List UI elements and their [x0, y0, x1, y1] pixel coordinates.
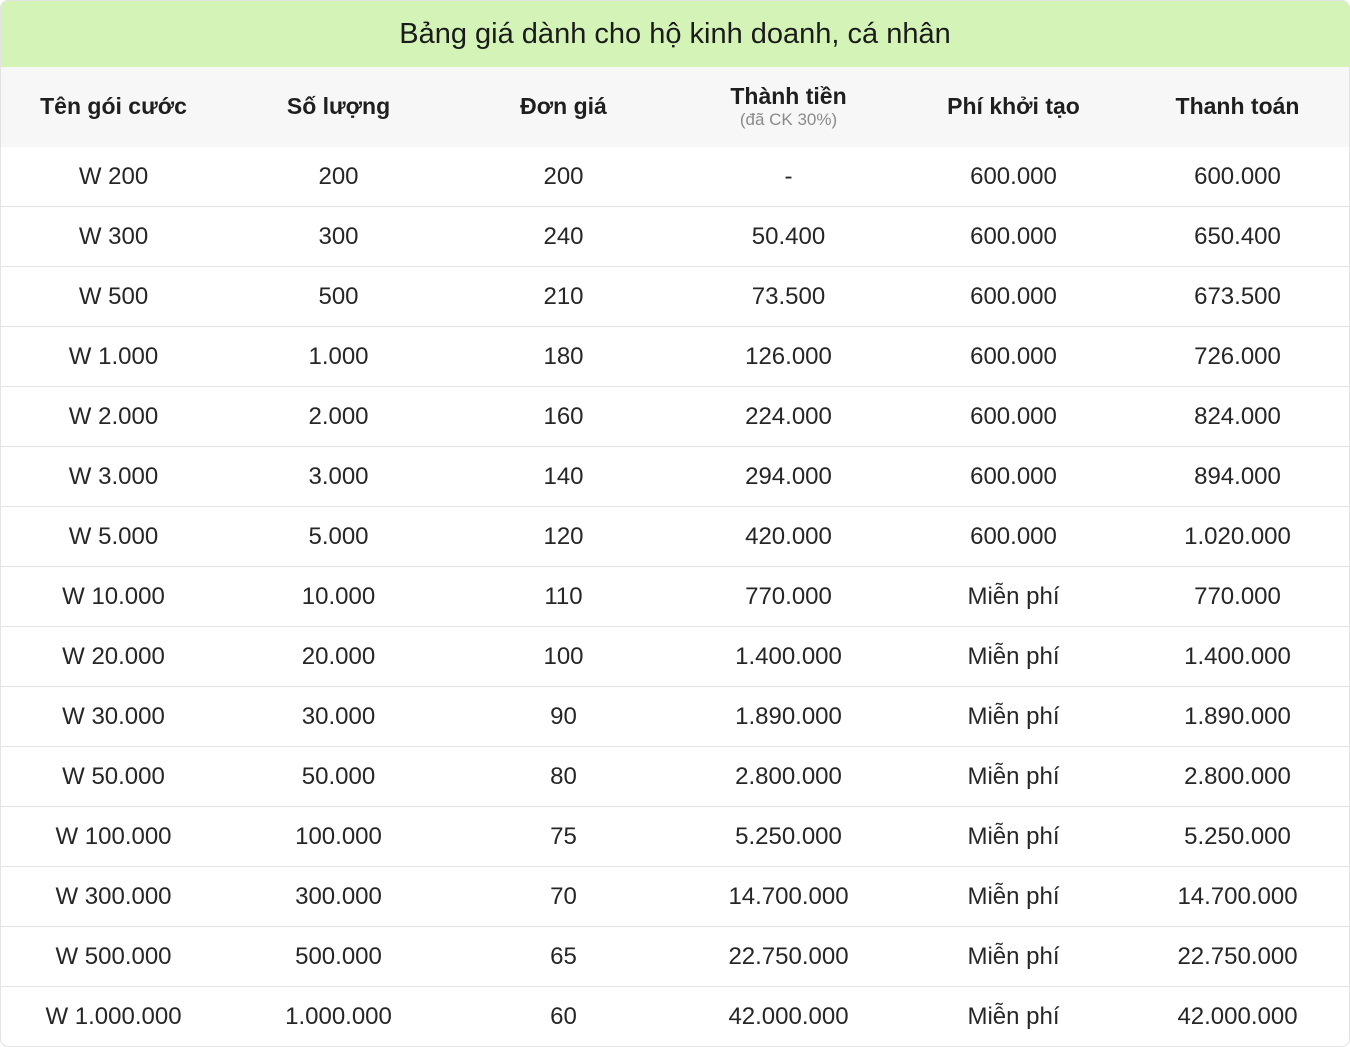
cell-setup-fee: 600.000	[970, 402, 1057, 430]
table-row	[1, 207, 1349, 267]
cell-quantity: 3.000	[308, 462, 369, 490]
cell-unit-price: 240	[543, 222, 584, 250]
table-row	[1, 147, 1349, 207]
cell-payment: 824.000	[1194, 402, 1281, 430]
cell-quantity: 500.000	[295, 942, 382, 970]
header-amount	[676, 84, 901, 130]
cell-amount: 1.890.000	[735, 702, 842, 730]
cell-setup-fee: Miễn phí	[967, 582, 1060, 610]
cell-quantity: 50.000	[301, 762, 376, 790]
cell-unit-price: 80	[550, 762, 577, 790]
header-amount-label: Thành tiền	[730, 83, 847, 109]
cell-setup-fee: 600.000	[970, 222, 1057, 250]
cell-setup-fee: 600.000	[970, 522, 1057, 550]
cell-payment: 894.000	[1194, 462, 1281, 490]
cell-payment: 1.400.000	[1184, 642, 1291, 670]
cell-unit-price: 75	[550, 822, 577, 850]
cell-unit-price: 90	[550, 702, 577, 730]
cell-quantity: 200	[318, 162, 359, 190]
cell-amount: 224.000	[745, 402, 832, 430]
cell-setup-fee: 600.000	[970, 282, 1057, 310]
cell-package-name: W 500.000	[55, 942, 172, 970]
cell-payment: 22.750.000	[1177, 942, 1298, 970]
cell-package-name: W 300	[78, 222, 149, 250]
header-payment	[1126, 94, 1349, 119]
cell-unit-price: 200	[543, 162, 584, 190]
cell-amount: 14.700.000	[728, 882, 849, 910]
cell-quantity: 1.000	[308, 342, 369, 370]
cell-amount: 73.500	[751, 282, 826, 310]
cell-package-name: W 300.000	[55, 882, 172, 910]
cell-package-name: W 200	[78, 162, 149, 190]
table-row	[1, 807, 1349, 867]
cell-setup-fee: 600.000	[970, 162, 1057, 190]
header-quantity-label: Số lượng	[286, 93, 391, 120]
cell-quantity: 10.000	[301, 582, 376, 610]
table-row	[1, 867, 1349, 927]
cell-amount: 22.750.000	[728, 942, 849, 970]
cell-unit-price: 60	[550, 1002, 577, 1030]
header-quantity	[226, 94, 451, 119]
cell-unit-price: 65	[550, 942, 577, 970]
cell-setup-fee: Miễn phí	[967, 702, 1060, 730]
cell-payment: 42.000.000	[1177, 1002, 1298, 1030]
cell-setup-fee: Miễn phí	[967, 762, 1060, 790]
cell-unit-price: 70	[550, 882, 577, 910]
cell-quantity: 20.000	[301, 642, 376, 670]
cell-quantity: 100.000	[295, 822, 382, 850]
cell-amount: 420.000	[745, 522, 832, 550]
header-setup-fee	[901, 94, 1126, 119]
table-row	[1, 387, 1349, 447]
header-payment-label: Thanh toán	[1175, 93, 1300, 120]
header-amount-note: (đã CK 30%)	[739, 110, 838, 130]
cell-package-name: W 50.000	[62, 762, 165, 790]
cell-amount: -	[784, 162, 793, 190]
table-row	[1, 507, 1349, 567]
cell-unit-price: 210	[543, 282, 584, 310]
cell-amount: 2.800.000	[735, 762, 842, 790]
cell-quantity: 30.000	[301, 702, 376, 730]
cell-setup-fee: Miễn phí	[967, 1002, 1060, 1030]
cell-setup-fee: Miễn phí	[967, 882, 1060, 910]
cell-setup-fee: Miễn phí	[967, 642, 1060, 670]
cell-unit-price: 140	[543, 462, 584, 490]
table-row	[1, 627, 1349, 687]
cell-unit-price: 180	[543, 342, 584, 370]
cell-quantity: 500	[318, 282, 359, 310]
cell-amount: 5.250.000	[735, 822, 842, 850]
table-row	[1, 327, 1349, 387]
cell-payment: 1.020.000	[1184, 522, 1291, 550]
cell-package-name: W 100.000	[55, 822, 172, 850]
table-row	[1, 927, 1349, 987]
header-package-name-label: Tên gói cước	[40, 93, 187, 120]
cell-unit-price: 120	[543, 522, 584, 550]
cell-package-name: W 500	[78, 282, 149, 310]
table-header-row	[1, 67, 1349, 147]
table-row	[1, 447, 1349, 507]
cell-unit-price: 160	[543, 402, 584, 430]
cell-package-name: W 3.000	[68, 462, 159, 490]
header-package-name	[1, 94, 226, 119]
cell-quantity: 5.000	[308, 522, 369, 550]
cell-quantity: 300	[318, 222, 359, 250]
table-title: Bảng giá dành cho hộ kinh doanh, cá nhân	[1, 1, 1349, 67]
cell-quantity: 2.000	[308, 402, 369, 430]
table-body	[1, 147, 1349, 1046]
cell-amount: 770.000	[745, 582, 832, 610]
cell-package-name: W 1.000.000	[45, 1002, 182, 1030]
cell-payment: 650.400	[1194, 222, 1281, 250]
table-row	[1, 987, 1349, 1046]
cell-amount: 294.000	[745, 462, 832, 490]
cell-payment: 673.500	[1194, 282, 1281, 310]
cell-payment: 1.890.000	[1184, 702, 1291, 730]
cell-package-name: W 5.000	[68, 522, 159, 550]
cell-setup-fee: Miễn phí	[967, 822, 1060, 850]
cell-setup-fee: 600.000	[970, 462, 1057, 490]
table-row	[1, 747, 1349, 807]
cell-amount: 1.400.000	[735, 642, 842, 670]
cell-amount: 42.000.000	[728, 1002, 849, 1030]
cell-payment: 770.000	[1194, 582, 1281, 610]
cell-package-name: W 1.000	[68, 342, 159, 370]
cell-payment: 14.700.000	[1177, 882, 1298, 910]
header-unit-price-label: Đơn giá	[520, 93, 607, 120]
cell-payment: 2.800.000	[1184, 762, 1291, 790]
cell-package-name: W 20.000	[62, 642, 165, 670]
cell-package-name: W 2.000	[68, 402, 159, 430]
cell-quantity: 300.000	[295, 882, 382, 910]
table-row	[1, 567, 1349, 627]
cell-setup-fee: 600.000	[970, 342, 1057, 370]
cell-payment: 726.000	[1194, 342, 1281, 370]
table-row	[1, 687, 1349, 747]
cell-setup-fee: Miễn phí	[967, 942, 1060, 970]
table-row	[1, 267, 1349, 327]
cell-unit-price: 100	[543, 642, 584, 670]
cell-amount: 50.400	[751, 222, 826, 250]
header-setup-fee-label: Phí khởi tạo	[947, 93, 1080, 120]
cell-package-name: W 10.000	[62, 582, 165, 610]
cell-unit-price: 110	[544, 582, 583, 610]
cell-payment: 5.250.000	[1184, 822, 1291, 850]
cell-amount: 126.000	[745, 342, 832, 370]
header-unit-price	[451, 94, 676, 119]
cell-package-name: W 30.000	[62, 702, 165, 730]
cell-quantity: 1.000.000	[285, 1002, 392, 1030]
cell-payment: 600.000	[1194, 162, 1281, 190]
